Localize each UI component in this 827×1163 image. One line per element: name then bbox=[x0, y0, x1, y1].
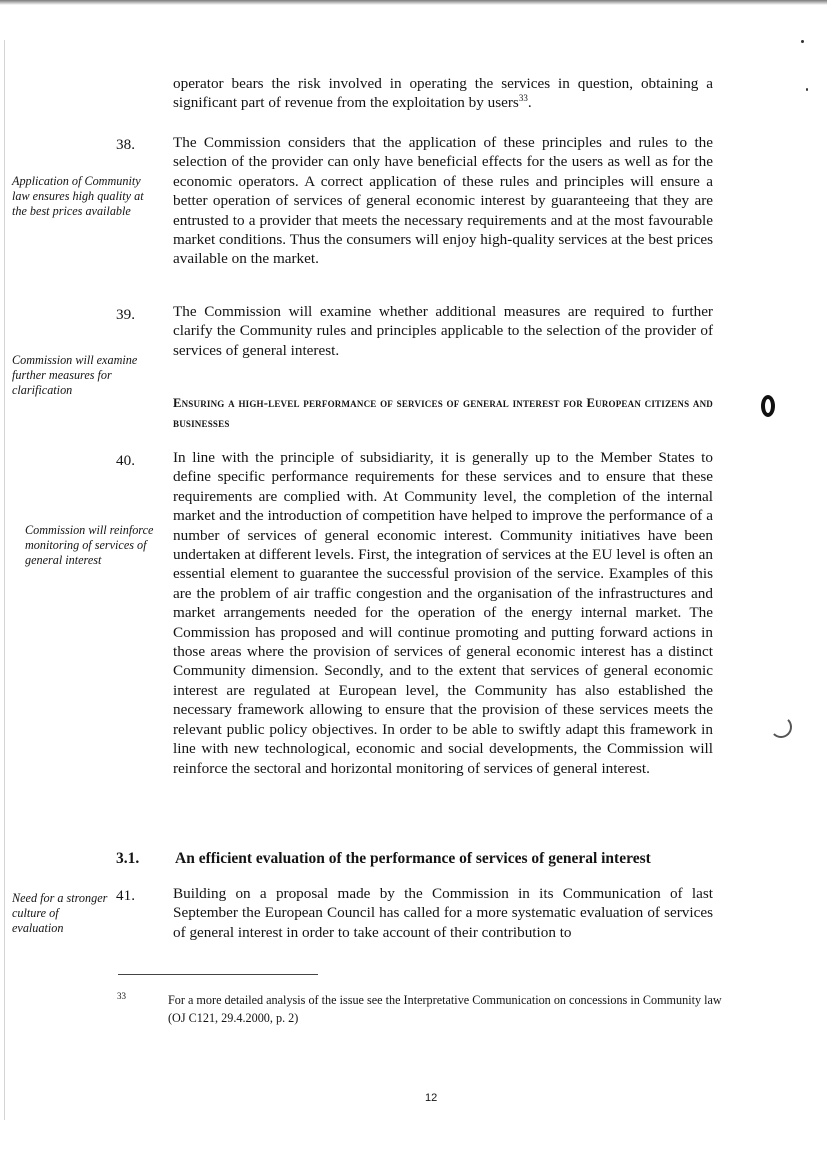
scan-speck bbox=[801, 40, 804, 43]
scan-edge-top bbox=[0, 0, 827, 5]
punch-hole-mark bbox=[761, 395, 775, 417]
scan-speck bbox=[806, 88, 808, 91]
footnote-divider bbox=[118, 974, 318, 975]
paragraph-number-41: 41. bbox=[116, 887, 135, 904]
section-heading-caps: Ensuring a high-level performance of services of general interest for European citizens and businesses bbox=[173, 396, 713, 430]
paragraph-number-40: 40. bbox=[116, 452, 135, 469]
paragraph-intro bbox=[173, 74, 713, 113]
margin-note-39: Commission will examine further measures for clarification bbox=[12, 353, 138, 398]
margin-note-40: Commission will reinforce monitoring of services of general interest bbox=[25, 523, 154, 568]
section-number: 3.1. bbox=[116, 850, 140, 867]
paragraph-intro-text: operator bears the risk involved in operating the services in question, obtaining a significant part of revenue from the exploitation by users bbox=[173, 75, 713, 112]
paragraph-intro-end: . bbox=[527, 94, 532, 112]
footnote-text: For a more detailed analysis of the issue see the Interpretative Communication on concessions in Community law (OJ C121, 29.4.2000, p. 2) bbox=[168, 993, 722, 1025]
paragraph-40: In line with the principle of subsidiarity, it is generally up to the Member States to define specific performance requirements for these services and to ensure that these requirements are complied with. At Community level, the completion of the internal market and the introduction of competition have helped to improve the performance of a number of services of general economic interest. Community initiatives have been undertaken at different levels. First, the integration of services at the EU level is often an essential element to guarantee the successful provision of the service. Examples of this are the problem of air traffic congestion and the organisation of the infrastructures and market arrangements needed for the operation of the energy internal market. The Commission has proposed and will continue promoting and putting forward actions in those areas where the provision of services of general economic interest has a distinct Community dimension. Secondly, and to the extent that services of general economic interest are regulated at European level, the Community has also established the necessary framework allowing to ensure that the provision of these services meets the relevant public policy objectives. In order to be able to swiftly adapt this framework in line with new technological, economic and social developments, the Commission will reinforce the sectoral and horizontal monitoring of services of general interest. bbox=[173, 449, 713, 777]
footnote-mark: 33 bbox=[117, 991, 126, 1001]
scan-edge-left bbox=[4, 40, 5, 1120]
paragraph-number-39: 39. bbox=[116, 306, 135, 323]
paragraph-41: Building on a proposal made by the Commission in its Communication of last September the European Council has called for a more systematic evaluation of services of general interest in order to take account of their contribution to bbox=[173, 885, 713, 941]
margin-note-38: Application of Community law ensures high quality at the best prices available bbox=[12, 174, 144, 219]
scan-mark bbox=[770, 716, 792, 738]
footnote-reference[interactable]: 33 bbox=[518, 93, 528, 104]
paragraph-number-38: 38. bbox=[116, 136, 135, 153]
page-number: 12 bbox=[425, 1092, 438, 1104]
margin-note-41: Need for a stronger culture of evaluation bbox=[12, 891, 108, 936]
section-title: An efficient evaluation of the performance of services of general interest bbox=[175, 850, 651, 867]
paragraph-38: The Commission considers that the application of these principles and rules to the selection of the provider can only have beneficial effects for the users as well as for the economic operators. A correct application of these rules and principles will ensure a better operation of services of general economic interest by guaranteeing that they are entrusted to a provider that meets the necessary requirements and at the most favourable market conditions. Thus the consumers will enjoy high-quality services at the best prices available on the market. bbox=[173, 134, 713, 268]
paragraph-39: The Commission will examine whether additional measures are required to further clarify the Community rules and principles applicable to the selection of the provider of services of general interest. bbox=[173, 303, 713, 359]
